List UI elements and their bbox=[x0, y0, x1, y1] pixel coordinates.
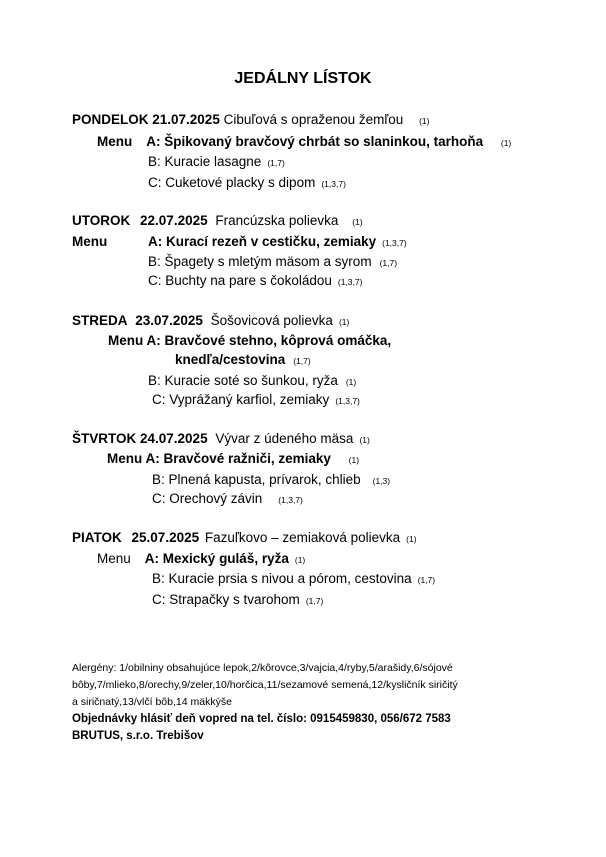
menu-item-allergens: (1) bbox=[345, 377, 357, 387]
menu-item-allergens: (1,3,7) bbox=[321, 179, 346, 189]
day-name: UTOROK bbox=[72, 213, 131, 228]
menu-item-a bbox=[97, 551, 305, 566]
allergens-legend-line: Alergény: 1/obilniny obsahujúce lepok,2/kôrovce,3/vajcia,4/ryby,5/arašidy,6/sójové bbox=[72, 662, 453, 674]
menu-item-name: B: Kuracie soté so šunkou, ryža bbox=[148, 373, 338, 388]
menu-item-a bbox=[108, 333, 391, 348]
day-name: PONDELOK 21.07.2025 bbox=[72, 112, 220, 127]
menu-item-a bbox=[107, 451, 359, 466]
footer bbox=[72, 660, 458, 745]
menu-item-allergens: (1,3,7) bbox=[335, 396, 360, 406]
soup: Cibuľová s opraženou žemľou bbox=[223, 112, 404, 127]
soup-allergens: (1) bbox=[352, 217, 363, 227]
menu-item-allergens: (1) bbox=[294, 555, 306, 565]
soup: Vývar z údeného mäsa bbox=[215, 431, 354, 446]
menu-item-name: knedľa/cestovina bbox=[175, 352, 286, 367]
day-name: STREDA bbox=[72, 313, 128, 328]
menu-item-allergens: (1) bbox=[348, 455, 360, 465]
menu-item-a-cont bbox=[175, 352, 311, 367]
menu-item-allergens: (1,3) bbox=[372, 476, 391, 486]
menu-item-b bbox=[148, 373, 356, 388]
day-header-tuesday bbox=[72, 213, 363, 228]
menu-item-allergens: (1,3,7) bbox=[278, 495, 303, 505]
menu-item-b bbox=[148, 254, 397, 269]
menu-label: Menu bbox=[97, 134, 133, 149]
menu-item-b bbox=[152, 571, 435, 586]
menu-item-name: A: Kurací rezeň v cestičku, zemiaky bbox=[148, 234, 377, 249]
menu-item-a bbox=[97, 134, 511, 149]
day-header-thursday bbox=[72, 431, 370, 446]
allergens-legend-line: a siričnatý,13/vlčí bôb,14 mäkkýše bbox=[72, 696, 232, 708]
menu-label: Menu bbox=[72, 234, 108, 249]
soup: Šošovicová polievka bbox=[210, 313, 333, 328]
day-date: 22.07.2025 bbox=[140, 213, 208, 228]
menu-item-name: Bravčové ražniči, zemiaky bbox=[163, 451, 331, 466]
menu-item-name: C: Cuketové placky s dipom bbox=[148, 175, 316, 190]
menu-item-allergens: (1,7) bbox=[417, 575, 436, 585]
menu-label: Menu bbox=[97, 551, 131, 566]
menu-item-name: B: Plnená kapusta, prívarok, chlieb bbox=[152, 472, 361, 487]
menu-item-allergens: (1,3,7) bbox=[382, 238, 407, 248]
company-name: BRUTUS, s.r.o. Trebišov bbox=[72, 730, 204, 742]
menu-item-b bbox=[152, 472, 390, 487]
menu-item-allergens: (1) bbox=[500, 138, 512, 148]
day-name: ŠTVRTOK 24.07.2025 bbox=[72, 431, 208, 446]
menu-item-name: A: Špikovaný bravčový chrbát so slaninkou, tarhoňa bbox=[146, 134, 484, 149]
day-header-monday bbox=[72, 112, 429, 127]
soup: Francúzska polievka bbox=[215, 213, 339, 228]
menu-item-allergens: (1,7) bbox=[379, 258, 398, 268]
menu-item-c bbox=[148, 175, 346, 190]
day-header-wednesday bbox=[72, 313, 349, 328]
day-date: 23.07.2025 bbox=[135, 313, 203, 328]
order-info: Objednávky hlásiť deň vopred na tel. číslo: 0915459830, 056/672 7583 bbox=[72, 713, 451, 725]
menu-item-c bbox=[152, 392, 360, 407]
soup-allergens: (1) bbox=[338, 317, 350, 327]
menu-item-allergens: (1,7) bbox=[267, 158, 285, 168]
menu-item-a bbox=[148, 234, 407, 249]
menu-item-c bbox=[152, 592, 323, 607]
menu-item-name: C: Strapačky s tvarohom bbox=[152, 592, 300, 607]
soup-allergens: (1) bbox=[359, 435, 370, 445]
menu-item-name: C: Orechový závin bbox=[152, 491, 263, 506]
day-name: PIATOK bbox=[72, 530, 122, 545]
menu-item-name: A: Mexický guláš, ryža bbox=[144, 551, 289, 566]
menu-item-allergens: (1,7) bbox=[305, 596, 324, 606]
menu-item-allergens: (1,7) bbox=[293, 356, 311, 366]
menu-item-c bbox=[152, 491, 303, 506]
day-header-friday bbox=[72, 530, 417, 545]
soup-allergens: (1) bbox=[419, 116, 430, 126]
menu-item-b bbox=[148, 154, 285, 169]
day-date: 25.07.2025 bbox=[131, 530, 200, 545]
menu-item-name: C: Vyprážaný karfiol, zemiaky bbox=[152, 392, 330, 407]
menu-label: Menu A: bbox=[107, 451, 160, 466]
soup-allergens: (1) bbox=[406, 534, 417, 544]
menu-item-c bbox=[148, 273, 362, 288]
allergens-legend-line: bôby,7/mlieko,8/orechy,9/zeler,10/horčica,11/sezamové semená,12/kysličník siričitý bbox=[72, 679, 458, 691]
page-title: JEDÁLNY LÍSTOK bbox=[234, 70, 372, 87]
menu-item-name: Bravčové stehno, kôprová omáčka, bbox=[164, 333, 392, 348]
menu-item-name: B: Špagety s mletým mäsom a syrom bbox=[148, 254, 372, 269]
menu-item-allergens: (1,3,7) bbox=[337, 277, 363, 287]
menu-item-name: C: Buchty na pare s čokoládou bbox=[148, 273, 332, 288]
menu-label: Menu A: bbox=[108, 333, 161, 348]
menu-item-name: B: Kuracie lasagne bbox=[148, 154, 262, 169]
menu-item-name: B: Kuracie prsia s nivou a pórom, cestovina bbox=[152, 571, 412, 586]
soup: Fazuľkovo – zemiaková polievka bbox=[204, 530, 401, 545]
